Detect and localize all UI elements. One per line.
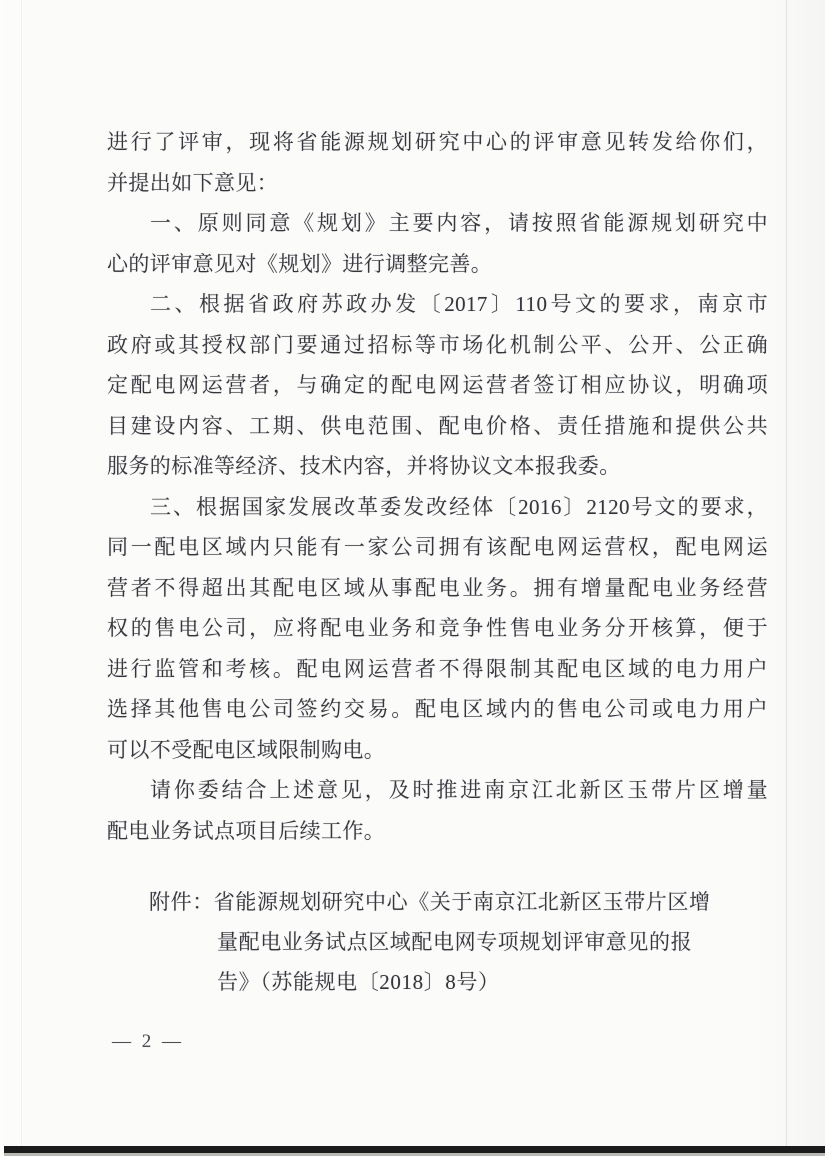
body-line: 定配电网运营者，与确定的配电网运营者签订相应协议，明确项 (107, 373, 768, 397)
attachment-line: 量配电业务试点区域配电网专项规划评审意见的报 (217, 930, 693, 954)
body-line: 政府或其授权部门要通过招标等市场化机制公平、公开、公正确 (107, 332, 768, 357)
body-line: 权的售电公司，应将配电业务和竞争性售电业务分开核算，便于 (107, 616, 768, 640)
page-number: — 2 — (112, 1031, 184, 1052)
scan-edge-left (21, 0, 22, 1156)
body-line: 目建设内容、工期、供电范围、配电价格、责任措施和提供公共 (107, 413, 768, 438)
body-line: 同一配电区域内只能有一家公司拥有该配电网运营权，配电网运 (107, 535, 768, 559)
attachment-block (107, 882, 768, 1002)
body-line: 可以不受配电区域限制购电。 (107, 737, 386, 762)
body-line: 心的评审意见对《规划》进行调整完善。 (107, 251, 493, 276)
body-line: 选择其他售电公司签约交易。配电区域内的售电公司或电力用户 (107, 697, 768, 721)
scan-edge-right (786, 0, 787, 1156)
body-line: 营者不得超出其配电区域从事配电业务。拥有增量配电业务经营 (107, 575, 768, 600)
body-line: 三、根据国家发展改革委发改经体〔2016〕2120号文的要求， (150, 494, 768, 519)
letter-body (107, 122, 768, 851)
body-line: 并提出如下意见： (107, 170, 279, 195)
body-line: 配电业务试点项目后续工作。 (107, 818, 386, 843)
body-line: 请你委结合上述意见，及时推进南京江北新区玉带片区增量 (150, 778, 768, 802)
scan-bottom-edge (4, 1146, 825, 1153)
attachment-line: 告》（苏能规电〔2018〕8号） (217, 970, 500, 994)
body-line: 一、原则同意《规划》主要内容，请按照省能源规划研究中 (150, 211, 768, 235)
body-line: 进行监管和考核。配电网运营者不得限制其配电区域的电力用户 (107, 656, 768, 681)
body-line: 二、根据省政府苏政办发〔2017〕110号文的要求，南京市 (150, 292, 768, 316)
body-line: 服务的标准等经济、技术内容，并将协议文本报我委。 (107, 454, 621, 478)
attachment-line: 附件：省能源规划研究中心《关于南京江北新区玉带片区增 (149, 890, 711, 914)
body-line: 进行了评审，现将省能源规划研究中心的评审意见转发给你们， (107, 130, 768, 154)
